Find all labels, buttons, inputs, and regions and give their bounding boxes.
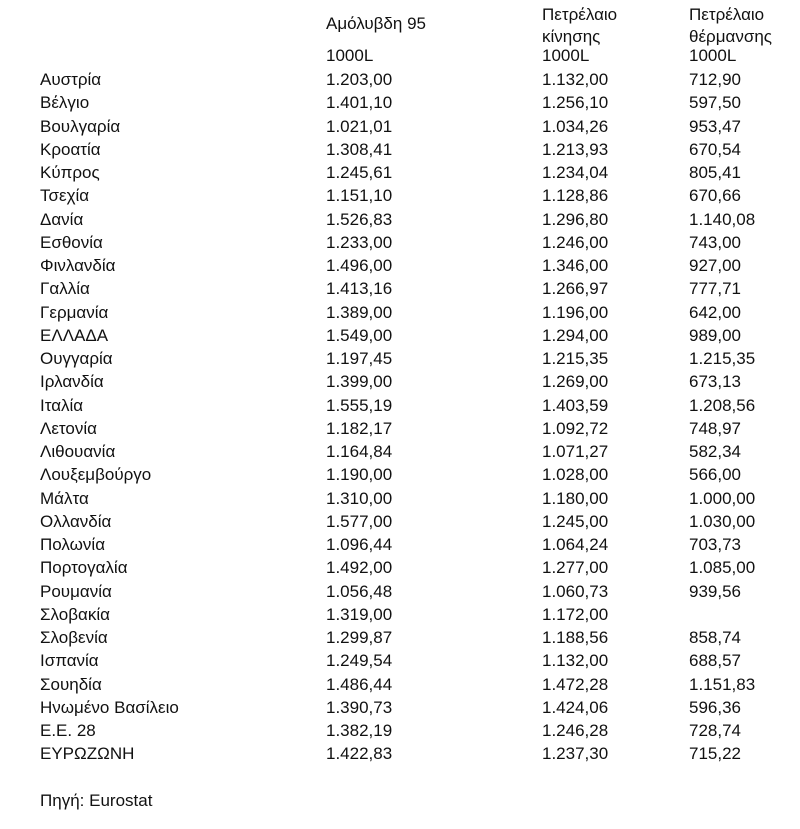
heating-price-cell: 748,97 — [689, 418, 741, 438]
gasoline-price-cell: 1.245,61 — [326, 163, 393, 182]
source-note: Πηγή: Eurostat — [40, 791, 153, 810]
heating-price-cell: 670,54 — [689, 139, 741, 159]
heating-price-cell: 673,13 — [689, 372, 741, 392]
table-row — [0, 68, 800, 91]
table-row — [0, 510, 800, 533]
country-cell: ΕΥΡΩΖΩΝΗ — [40, 744, 135, 764]
country-cell: Δανία — [40, 209, 84, 229]
gasoline-price-cell: 1.555,19 — [326, 395, 393, 415]
country-cell: Κροατία — [40, 139, 101, 159]
table-row — [0, 719, 800, 742]
table-row — [0, 231, 800, 254]
table-row — [0, 208, 800, 231]
gasoline-price-cell: 1.413,16 — [326, 279, 393, 299]
header-diesel-line1: Πετρέλαιο — [542, 5, 618, 24]
table-row — [0, 115, 800, 138]
heating-price-cell: 728,74 — [689, 721, 741, 740]
country-cell: Πολωνία — [40, 535, 106, 554]
country-cell: Ιταλία — [40, 395, 84, 415]
heating-price-cell: 989,00 — [689, 325, 741, 345]
table-row — [0, 161, 800, 184]
diesel-price-cell: 1.269,00 — [542, 372, 609, 392]
price-table — [0, 68, 800, 766]
diesel-price-cell: 1.234,04 — [542, 163, 609, 182]
gasoline-price-cell: 1.496,00 — [326, 256, 393, 275]
heating-price-cell: 566,00 — [689, 465, 741, 485]
diesel-price-cell: 1.132,00 — [542, 651, 609, 671]
gasoline-price-cell: 1.319,00 — [326, 604, 393, 624]
country-cell: Βέλγιο — [40, 93, 90, 113]
gasoline-price-cell: 1.249,54 — [326, 651, 393, 671]
table-row — [0, 301, 800, 324]
diesel-price-cell: 1.277,00 — [542, 558, 609, 578]
table-row — [0, 138, 800, 161]
country-cell: Βουλγαρία — [40, 116, 121, 136]
country-cell: Γερμανία — [40, 302, 109, 322]
country-cell: Μάλτα — [40, 488, 89, 508]
heating-price-cell: 642,00 — [689, 302, 741, 322]
heating-price-cell: 1.000,00 — [689, 488, 756, 508]
heating-price-cell: 1.208,56 — [689, 395, 756, 415]
country-cell: Κύπρος — [40, 163, 100, 182]
gasoline-price-cell: 1.151,10 — [326, 186, 393, 206]
heating-price-cell: 953,47 — [689, 116, 741, 136]
heating-price-cell: 939,56 — [689, 581, 741, 601]
diesel-price-cell: 1.294,00 — [542, 325, 609, 345]
heating-price-cell: 670,66 — [689, 186, 741, 206]
country-cell: Ισπανία — [40, 651, 99, 671]
unit-heating: 1000L — [689, 46, 737, 65]
heating-price-cell: 582,34 — [689, 442, 741, 461]
table-row — [0, 580, 800, 603]
table-row — [0, 463, 800, 486]
diesel-price-cell: 1.132,00 — [542, 70, 609, 89]
country-cell: Φινλανδία — [40, 256, 116, 275]
country-cell: Λετονία — [40, 418, 97, 438]
diesel-price-cell: 1.246,00 — [542, 232, 609, 252]
diesel-price-cell: 1.246,28 — [542, 721, 609, 740]
diesel-price-cell: 1.092,72 — [542, 418, 609, 438]
gasoline-price-cell: 1.526,83 — [326, 209, 393, 229]
country-cell: Τσεχία — [40, 186, 90, 206]
diesel-price-cell: 1.034,26 — [542, 116, 609, 136]
table-row — [0, 417, 800, 440]
header-diesel — [542, 4, 617, 48]
diesel-price-cell: 1.064,24 — [542, 535, 609, 554]
heating-price-cell: 597,50 — [689, 93, 741, 113]
country-cell: Ηνωμένο Βασίλειο — [40, 697, 179, 717]
gasoline-price-cell: 1.549,00 — [326, 325, 393, 345]
diesel-price-cell: 1.215,35 — [542, 349, 609, 368]
gasoline-price-cell: 1.056,48 — [326, 581, 393, 601]
diesel-price-cell: 1.188,56 — [542, 628, 609, 647]
gasoline-price-cell: 1.182,17 — [326, 418, 393, 438]
country-cell: Ουγγαρία — [40, 349, 113, 368]
table-row — [0, 649, 800, 672]
country-cell: Λουξεμβούργο — [40, 465, 152, 485]
table-row — [0, 394, 800, 417]
gasoline-price-cell: 1.190,00 — [326, 465, 393, 485]
country-cell: Λιθουανία — [40, 442, 116, 461]
gasoline-price-cell: 1.299,87 — [326, 628, 393, 647]
diesel-price-cell: 1.196,00 — [542, 302, 609, 322]
country-cell: Ολλανδία — [40, 511, 112, 531]
heating-price-cell: 596,36 — [689, 697, 741, 717]
table-row — [0, 324, 800, 347]
heating-price-cell: 1.215,35 — [689, 349, 756, 368]
gasoline-price-cell: 1.389,00 — [326, 302, 393, 322]
gasoline-price-cell: 1.577,00 — [326, 511, 393, 531]
unit-diesel: 1000L — [542, 46, 590, 65]
table-row — [0, 603, 800, 626]
diesel-price-cell: 1.060,73 — [542, 581, 609, 601]
header-gasoline-label: Αμόλυβδη 95 — [326, 14, 426, 33]
table-row — [0, 254, 800, 277]
country-cell: Ε.Ε. 28 — [40, 721, 96, 740]
country-cell: Ρουμανία — [40, 581, 112, 601]
heating-price-cell: 715,22 — [689, 744, 741, 764]
table-row — [0, 556, 800, 579]
diesel-price-cell: 1.472,28 — [542, 674, 609, 694]
heating-price-cell: 1.085,00 — [689, 558, 756, 578]
diesel-price-cell: 1.180,00 — [542, 488, 609, 508]
diesel-price-cell: 1.245,00 — [542, 511, 609, 531]
diesel-price-cell: 1.296,80 — [542, 209, 609, 229]
diesel-price-cell: 1.266,97 — [542, 279, 609, 299]
country-cell: Πορτογαλία — [40, 558, 128, 578]
gasoline-price-cell: 1.164,84 — [326, 442, 393, 461]
table-row — [0, 347, 800, 370]
table-row — [0, 533, 800, 556]
table-row — [0, 91, 800, 114]
table-row — [0, 487, 800, 510]
table-row — [0, 696, 800, 719]
diesel-price-cell: 1.256,10 — [542, 93, 609, 113]
gasoline-price-cell: 1.382,19 — [326, 721, 393, 740]
table-row — [0, 742, 800, 765]
gasoline-price-cell: 1.203,00 — [326, 70, 393, 89]
diesel-price-cell: 1.172,00 — [542, 604, 609, 624]
diesel-price-cell: 1.213,93 — [542, 139, 609, 159]
country-cell: Σλοβακία — [40, 604, 110, 624]
gasoline-price-cell: 1.422,83 — [326, 744, 393, 764]
country-cell: Σουηδία — [40, 674, 102, 694]
gasoline-price-cell: 1.390,73 — [326, 697, 393, 717]
country-cell: Ιρλανδία — [40, 372, 104, 392]
header-heating-line2: θέρμανσης — [689, 27, 772, 46]
country-cell: Αυστρία — [40, 70, 102, 89]
diesel-price-cell: 1.128,86 — [542, 186, 609, 206]
diesel-price-cell: 1.237,30 — [542, 744, 609, 764]
unit-gasoline: 1000L — [326, 46, 374, 65]
table-row — [0, 440, 800, 463]
country-cell: ΕΛΛΑΔΑ — [40, 325, 109, 345]
table-row — [0, 673, 800, 696]
gasoline-price-cell: 1.492,00 — [326, 558, 393, 578]
gasoline-price-cell: 1.233,00 — [326, 232, 393, 252]
heating-price-cell: 743,00 — [689, 232, 741, 252]
table-row — [0, 277, 800, 300]
heating-price-cell: 777,71 — [689, 279, 741, 299]
diesel-price-cell: 1.346,00 — [542, 256, 609, 275]
header-heating-line1: Πετρέλαιο — [689, 5, 765, 24]
gasoline-price-cell: 1.308,41 — [326, 139, 393, 159]
diesel-price-cell: 1.403,59 — [542, 395, 609, 415]
diesel-price-cell: 1.424,06 — [542, 697, 609, 717]
diesel-price-cell: 1.028,00 — [542, 465, 609, 485]
gasoline-price-cell: 1.486,44 — [326, 674, 393, 694]
header-gasoline — [326, 13, 426, 35]
diesel-price-cell: 1.071,27 — [542, 442, 609, 461]
heating-price-cell: 805,41 — [689, 163, 741, 182]
gasoline-price-cell: 1.310,00 — [326, 488, 393, 508]
heating-price-cell: 688,57 — [689, 651, 741, 671]
heating-price-cell: 858,74 — [689, 628, 741, 647]
country-cell: Γαλλία — [40, 279, 90, 299]
heating-price-cell: 1.030,00 — [689, 511, 756, 531]
header-diesel-line2: κίνησης — [542, 27, 601, 46]
country-cell: Σλοβενία — [40, 628, 108, 647]
gasoline-price-cell: 1.197,45 — [326, 349, 393, 368]
country-cell: Εσθονία — [40, 232, 103, 252]
heating-price-cell: 1.140,08 — [689, 209, 756, 229]
table-row — [0, 626, 800, 649]
heating-price-cell: 927,00 — [689, 256, 741, 275]
heating-price-cell: 712,90 — [689, 70, 741, 89]
heating-price-cell: 1.151,83 — [689, 674, 756, 694]
gasoline-price-cell: 1.401,10 — [326, 93, 393, 113]
gasoline-price-cell: 1.021,01 — [326, 116, 393, 136]
heating-price-cell: 703,73 — [689, 535, 741, 554]
table-row — [0, 370, 800, 393]
gasoline-price-cell: 1.096,44 — [326, 535, 393, 554]
table-row — [0, 184, 800, 207]
header-heating — [689, 4, 772, 48]
gasoline-price-cell: 1.399,00 — [326, 372, 393, 392]
